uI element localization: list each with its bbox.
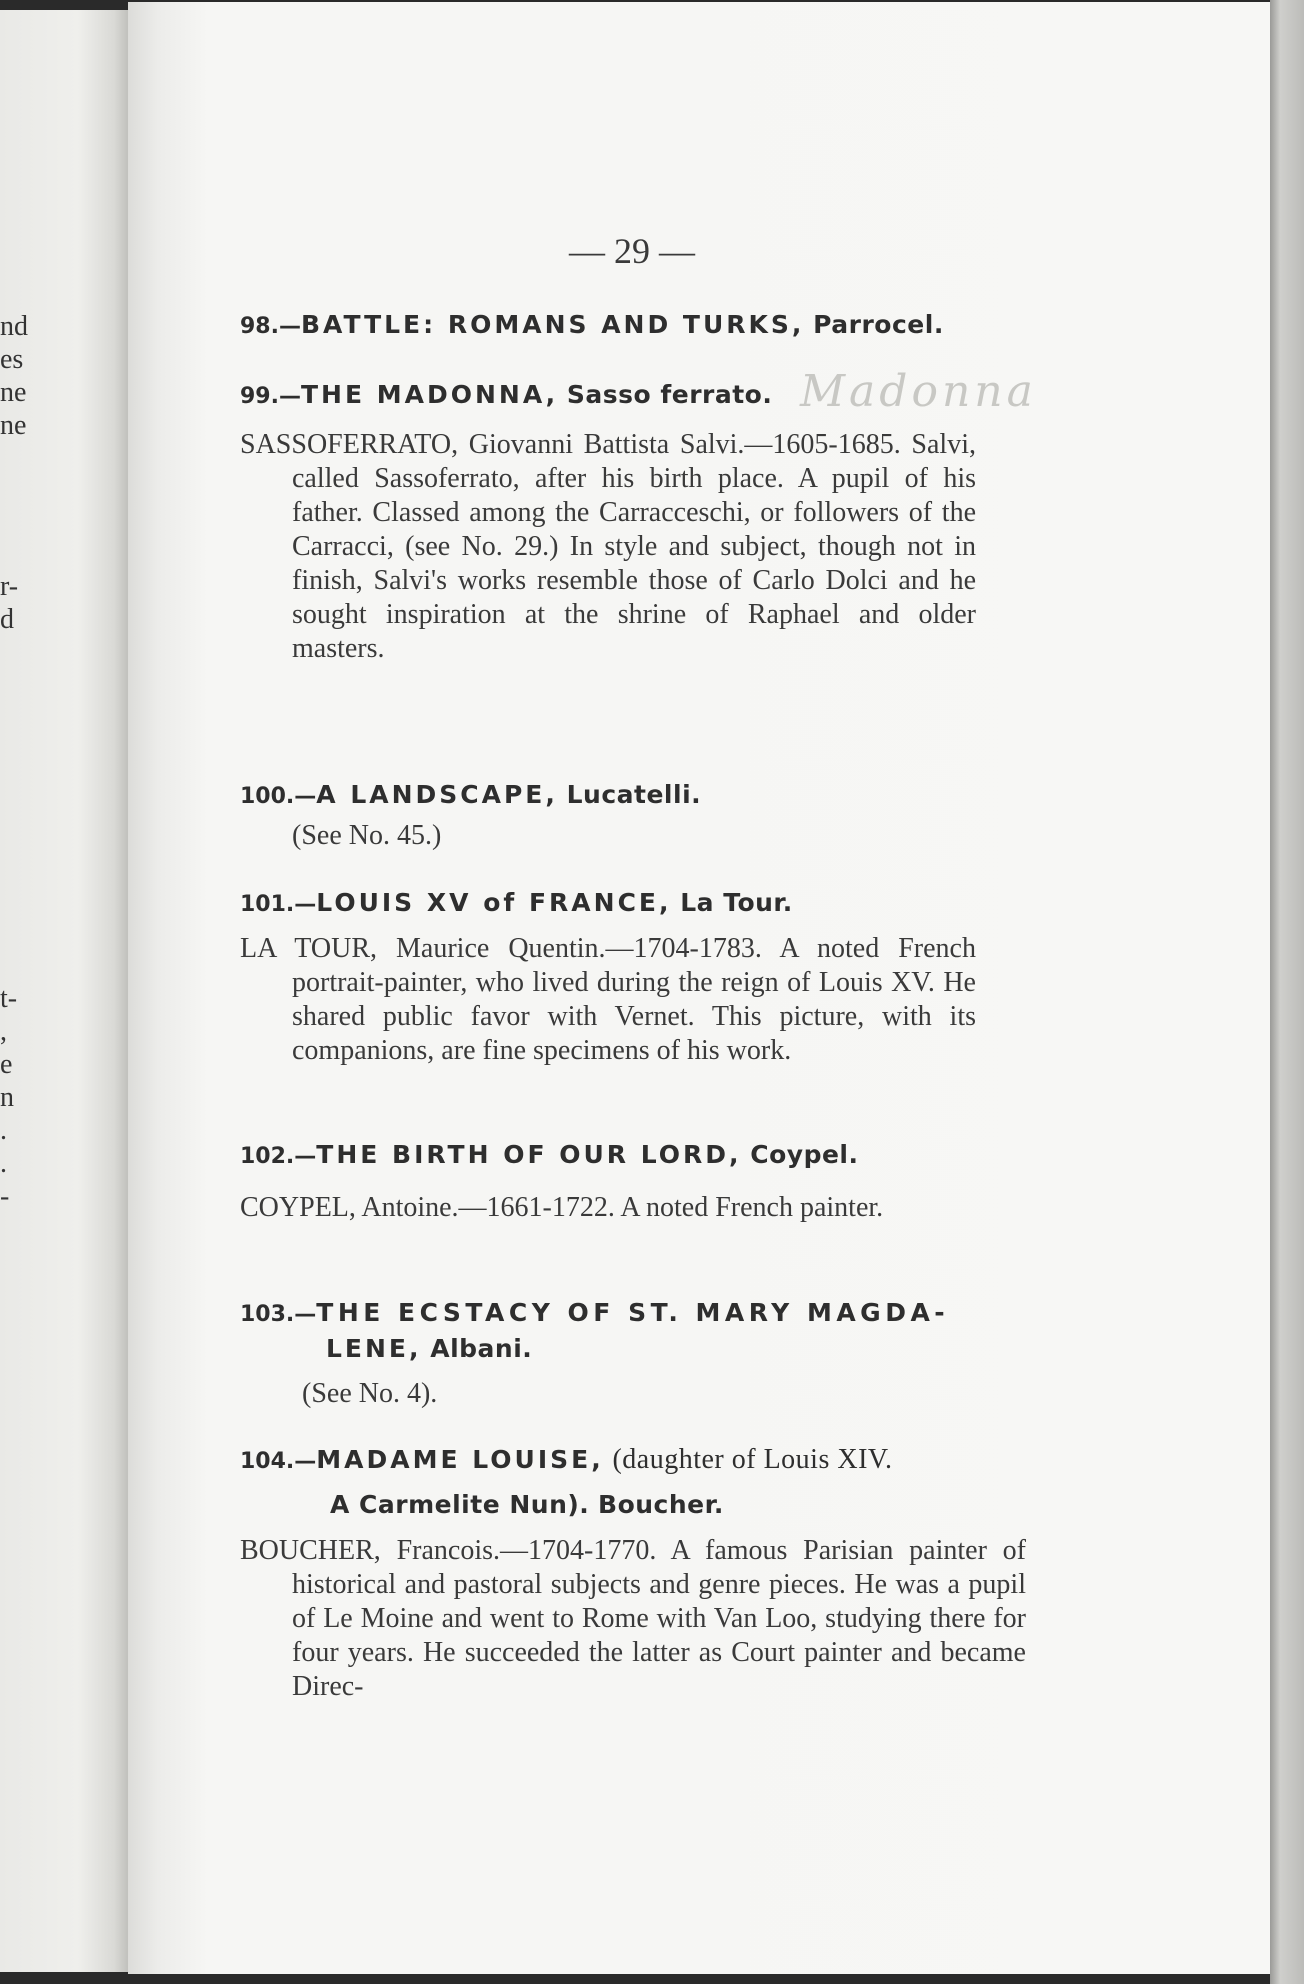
entry-101-title <box>240 888 793 917</box>
entry-number: 98.— <box>240 314 301 339</box>
entry-103-title <box>240 1298 949 1327</box>
entry-number: 104.— <box>240 1449 317 1474</box>
fragment: es <box>0 344 24 375</box>
fragment: t- <box>0 983 18 1014</box>
entry-101-description: LA TOUR, Maurice Quentin.—1704-1783. A noted French portrait-painter, who lived during the reign of Louis XV. He shared public favor with Vernet. This picture, with its companions, are fine specimens of his work. <box>240 933 976 1066</box>
fragment: r- <box>0 571 19 602</box>
page-number: — 29 — <box>569 231 695 271</box>
painting-title: THE MADONNA, <box>300 380 559 409</box>
painting-title: THE BIRTH OF OUR LORD, <box>316 1140 742 1169</box>
artist-name: La Tour. <box>680 888 793 917</box>
entry-number: 102.— <box>240 1144 317 1169</box>
fragment: , <box>0 1016 7 1047</box>
fragment: nd <box>0 311 28 342</box>
painting-title: LOUIS XV of FRANCE, <box>316 888 672 917</box>
fragment: ne <box>0 410 27 441</box>
entry-99-title <box>240 380 772 409</box>
entry-104-description: BOUCHER, Francois.—1704-1770. A famous Parisian painter of historical and pastoral subjects and genre pieces. He was a pupil of Le Moine and went to Rome with Van Loo, studying there for four years. He succeeded the latter as Court painter and became Direc- <box>240 1535 1026 1702</box>
facing-page-edge <box>0 10 130 1972</box>
title-aside: (daughter of Louis XIV. <box>612 1444 893 1475</box>
entry-number: 99.— <box>240 384 301 409</box>
fragment: . <box>0 1148 7 1179</box>
fragment: e <box>0 1049 13 1080</box>
entry-103-note: (See No. 4). <box>302 1378 438 1409</box>
entry-98-title <box>240 310 944 339</box>
painting-title: THE ECSTACY OF ST. MARY MAGDA- <box>316 1298 950 1327</box>
entry-104-title-continued <box>330 1490 724 1519</box>
artist-name: Parrocel. <box>813 310 944 339</box>
page-binding-edge <box>1270 0 1304 1984</box>
entry-number: 101.— <box>240 892 317 917</box>
fragment: . <box>0 1115 7 1146</box>
entry-102-description: COYPEL, Antoine.—1661-1722. A noted French painter. <box>240 1192 884 1223</box>
painting-title: MADAME LOUISE, <box>316 1445 604 1474</box>
artist-name: Albani. <box>430 1334 533 1363</box>
entry-102-title <box>240 1140 859 1169</box>
handwritten-annotation: Madonna <box>800 366 1037 417</box>
entry-100-title <box>240 780 701 809</box>
entry-number: 100.— <box>240 784 317 809</box>
fragment: d <box>0 604 14 635</box>
painting-title-continued: A Carmelite Nun). <box>330 1490 590 1519</box>
entry-100-note: (See No. 45.) <box>292 820 442 851</box>
fragment: ne <box>0 377 27 408</box>
painting-title-continued: LENE, <box>326 1334 422 1363</box>
painting-title: BATTLE: ROMANS AND TURKS, <box>300 310 805 339</box>
fragment: - <box>0 1181 10 1212</box>
entry-104-title <box>240 1444 893 1476</box>
artist-name: Sasso ferrato. <box>566 380 773 409</box>
entry-number: 103.— <box>240 1302 317 1327</box>
artist-name: Lucatelli. <box>566 780 702 809</box>
artist-name: Boucher. <box>598 1490 724 1519</box>
entry-99-description: SASSOFERRATO, Giovanni Battista Salvi.—1605-1685. Salvi, called Sassoferrato, after his birth place. A pupil of his father. Classed among the Carracceschi, or followers of the Carracci, (see No. 29.) In style and subject, though not in finish, Salvi's works resemble those of Carlo Dolci and he sought inspiration at the shrine of Raphael and older masters. <box>240 429 976 664</box>
entry-103-title-continued <box>326 1334 532 1363</box>
painting-title: A LANDSCAPE, <box>316 780 558 809</box>
artist-name: Coypel. <box>750 1140 859 1169</box>
fragment: n <box>0 1082 14 1113</box>
